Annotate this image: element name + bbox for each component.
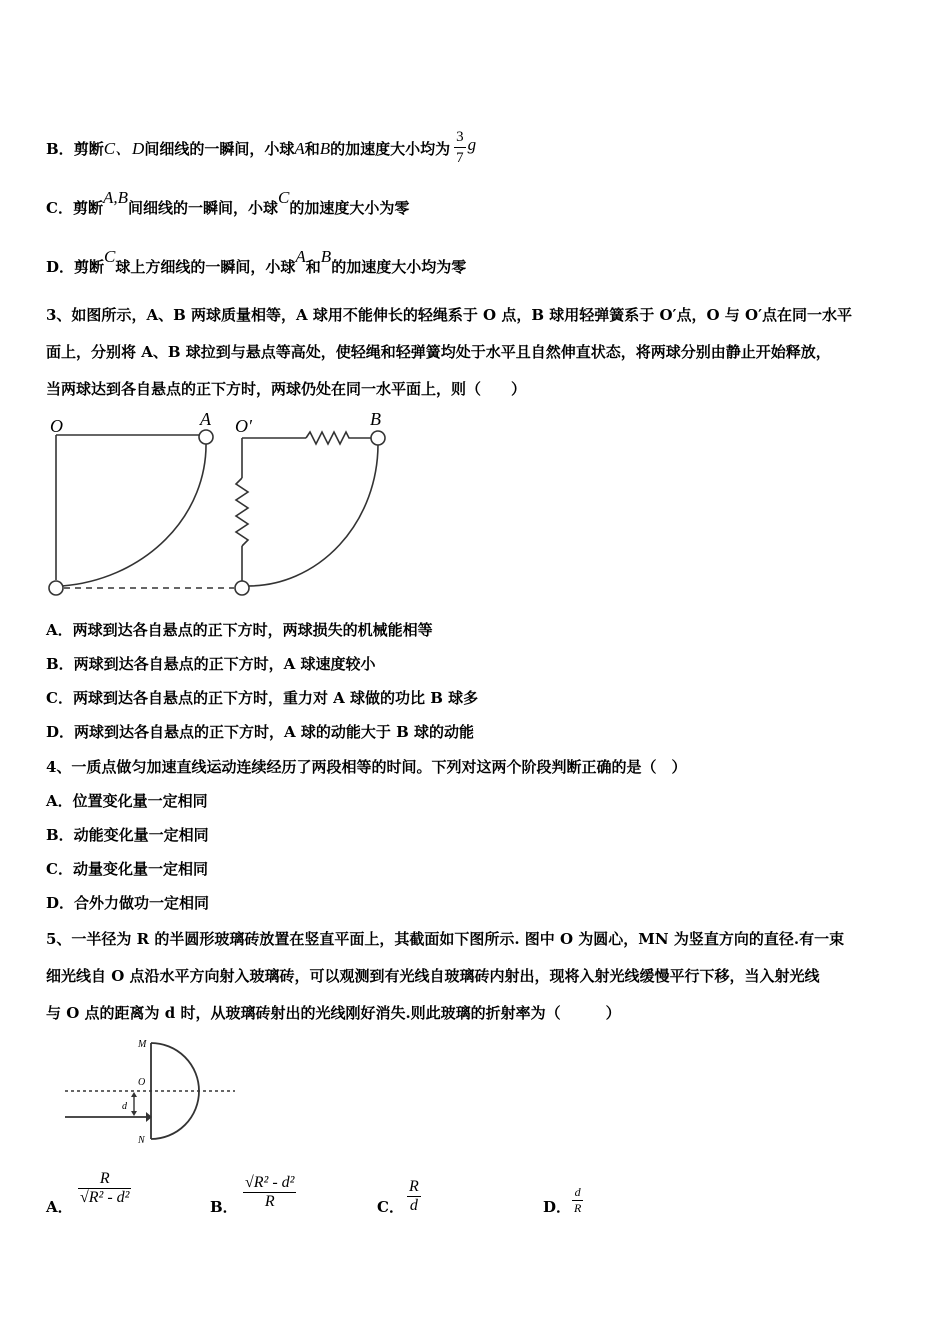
- q3-option-a: A．两球到达各自悬点的正下方时，两球损失的机械能相等: [46, 621, 433, 639]
- label-n: N: [138, 1135, 145, 1146]
- q5-answer-d-letter: D．: [543, 1198, 572, 1216]
- label-o: O: [138, 1077, 146, 1088]
- q4-option-d: D．合外力做功一定相同: [46, 894, 210, 912]
- d-arrow-up: [131, 1092, 137, 1097]
- label-o-prime: O′: [235, 416, 252, 436]
- q5-answer-c-fraction: $\frac{R}{d}$: [409, 1178, 419, 1214]
- ball-a-trajectory: [62, 442, 206, 586]
- q3-option-d: D．两球到达各自悬点的正下方时，A 球的动能大于 B 球的动能: [46, 723, 474, 741]
- ball-a-end: [49, 581, 63, 595]
- q3-option-c: C．两球到达各自悬点的正下方时，重力对 A 球做的功比 B 球多: [46, 689, 479, 707]
- q5-stem-line2: 细光线自 O 点沿水平方向射入玻璃砖，可以观测到有光线自玻璃砖内射出，现将入射光线缓慢平行下移，当入射光线: [46, 967, 820, 985]
- q5-answer-b-fraction: $\frac{\text{√R² - d²}}{R}$: [245, 1174, 295, 1210]
- q5-answer-a-letter: A．: [46, 1198, 73, 1216]
- label-o: O: [50, 416, 63, 436]
- q5-stem-line1: 5、一半径为 R 的半圆形玻璃砖放置在竖直平面上，其截面如下图所示. 图中 O 为圆心，MN 为竖直方向的直径.有一束: [46, 930, 845, 948]
- q3-stem-line2: 面上，分别将 A、B 球拉到与悬点等高处，使轻绳和轻弹簧均处于水平且自然伸直状态，将两球分别由静止开始释放，: [46, 343, 831, 361]
- q4-option-b: B．动能变化量一定相同: [46, 826, 209, 844]
- q3-option-b: B．两球到达各自悬点的正下方时，A 球速度较小: [46, 655, 376, 673]
- q3-pendulum-spring-figure: [40, 408, 400, 603]
- q4-option-c: C．动量变化量一定相同: [46, 860, 208, 878]
- q2-option-b: B．剪断C、D间细线的一瞬间，小球A和B的加速度大小均为 $\frac{3}{7}$ g: [46, 129, 477, 166]
- q2-option-c: C．剪断A,B间细线的一瞬间，小球C的加速度大小为零: [46, 188, 410, 217]
- label-m: M: [138, 1039, 147, 1050]
- q4-option-a: A．位置变化量一定相同: [46, 792, 208, 810]
- d-arrow-down: [131, 1111, 137, 1116]
- label-d: d: [122, 1101, 127, 1112]
- q2-option-d: D．剪断C球上方细线的一瞬间，小球A和B的加速度大小均为零: [46, 247, 467, 276]
- q5-stem-line3: 与 O 点的距离为 d 时，从玻璃砖射出的光线刚好消失.则此玻璃的折射率为（ ）: [46, 1004, 621, 1022]
- fraction-3-7: $\frac{3}{7}$: [456, 129, 464, 166]
- q3-stem-line3: 当两球达到各自悬点的正下方时，两球仍处在同一水平面上，则（ ）: [46, 380, 527, 398]
- ball-a-start: [199, 430, 213, 444]
- label-a: A: [200, 409, 211, 429]
- ball-b-trajectory: [248, 445, 378, 586]
- ball-b-end: [235, 581, 249, 595]
- q5-answer-a-fraction: $\frac{R}{\text{√R² - d²}}$: [80, 1170, 130, 1206]
- label-b: B: [370, 409, 381, 429]
- spring-horizontal: [306, 432, 372, 444]
- q4-stem: 4、一质点做匀加速直线运动连续经历了两段相等的时间。下列对这两个阶段判断正确的是（ ）: [46, 758, 687, 776]
- q5-answer-b-letter: B．: [210, 1198, 238, 1216]
- q5-answer-c-letter: C．: [377, 1198, 404, 1216]
- ball-b-start: [371, 431, 385, 445]
- q5-answer-d-fraction: $\frac{d}{R}$: [574, 1185, 582, 1215]
- q3-stem-line1: 3、如图所示，A、B 两球质量相等，A 球用不能伸长的轻绳系于 O 点，B 球用轻弹簧系于 O′点，O 与 O′点在同一水平: [46, 306, 853, 324]
- spring-vertical: [236, 478, 248, 546]
- q5-semicircle-glass-figure: [60, 1035, 240, 1147]
